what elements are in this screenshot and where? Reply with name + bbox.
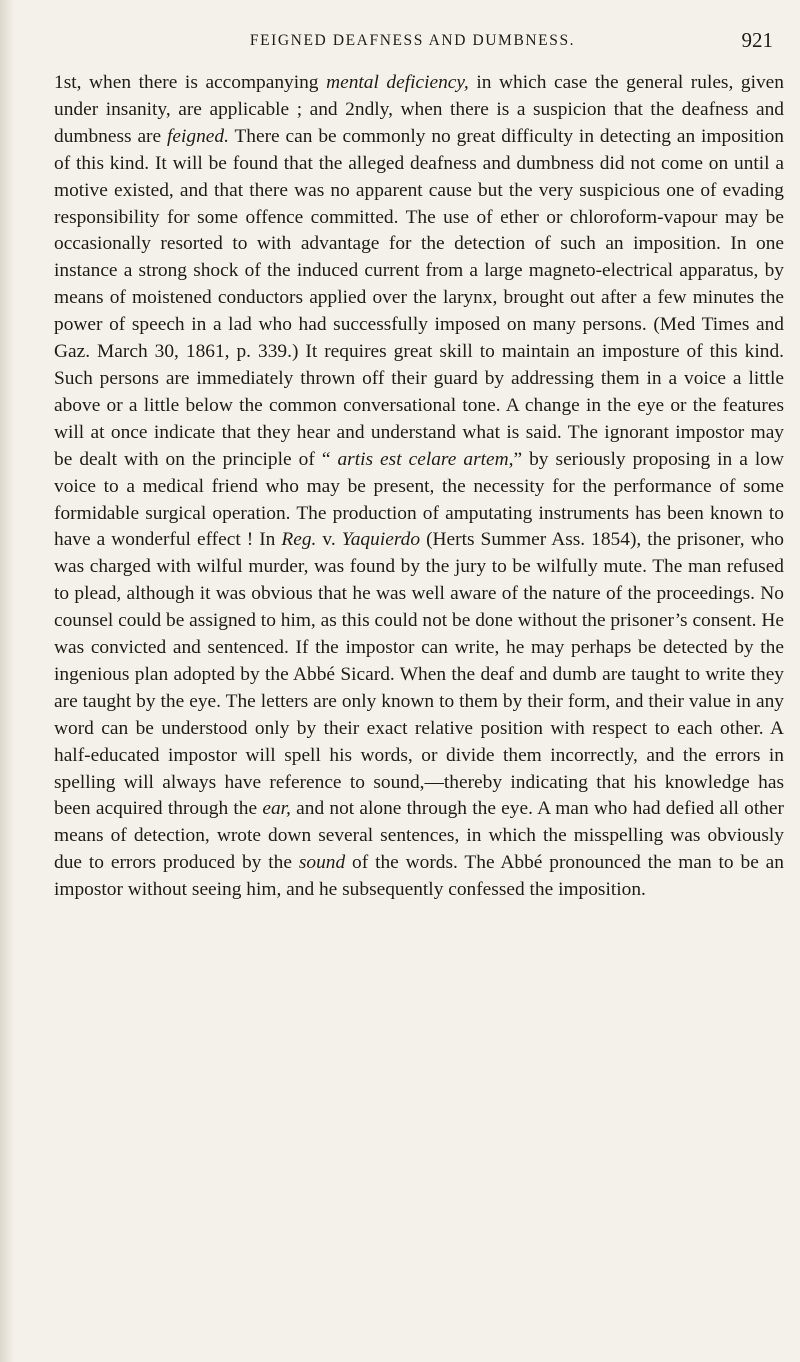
text-run: and not alone through the eye. A man who had defied all other means of detection, wrote down several sentences, in which the misspelling was obviously due to errors produced by the <box>54 798 784 874</box>
body-paragraph <box>54 70 784 904</box>
text-run: v. <box>316 529 342 551</box>
running-head: FEIGNED DEAFNESS AND DUMBNESS. <box>249 32 576 49</box>
text-run: There can be commonly no great difficulty in detecting an imposition of this kind. It will be found that the alleged deafness and dumbness did not come on until a motive existed, and that there was no apparent cause but the very suspicious one of evading responsibility for some offence committed. The use of ether or chloroform-vapour may be occasionally resorted to with advantage for the detection of such an imposition. In one instance a strong shock of the induced current from a large magneto-electrical apparatus, by means of moistened conductors applied over the larynx, brought out after a few minutes the power of speech in a lad who had successfully imposed on many persons. (Med Times and Gaz. March 30, 1861, p. 339.) It requires great skill to maintain an imposture of this kind. Such persons are immediately thrown off their guard by addressing them in a voice a little above or a little below the common conversational tone. A change in the eye or the features will at once indicate that they hear and understand what is said. The ignorant impostor may be dealt with on the principle of “ <box>54 125 784 470</box>
text-run: ” by seriously proposing in a low voice to a medical friend who may be present, the necessity for the performance of some formidable surgical operation. The production of amputating instruments has been known to have a wonderful effect ! In <box>54 448 784 551</box>
italic-text: mental deficiency, <box>326 72 469 93</box>
text-run: (Herts Summer Ass. 1854), the prisoner, who was charged with wilful murder, was found by the jury to be wilfully mute. The man refused to plead, although it was obvious that he was well aware of the nature of the proceedings. No counsel could be assigned to him, as this could not be done without the prisoner’s consent. He was convicted and sentenced. If the impostor can write, he may perhaps be detected by the ingenious plan adopted by the Abbé Sicard. When the deaf and dumb are taught to write they are taught by the eye. The letters are only known to them by their form, and their value in any word can be understood only by their exact relative position with respect to each other. A half-educated impostor will spell his words, or divide them incorrectly, and the errors in spelling will always have reference to sound,—thereby indicating that his knowledge has been acquired through the <box>54 529 784 820</box>
italic-text: Yaquierdo <box>341 529 421 551</box>
text-run: 1st, when there is accompanying <box>54 72 327 93</box>
page-header <box>40 26 785 56</box>
italic-text: sound <box>298 852 346 874</box>
page-number: 921 <box>741 28 773 52</box>
text-run: of the words. The Abbé pronounced the man to be an impostor without seeing him, and he subsequently confessed the imposition. <box>54 852 784 901</box>
italic-text: feigned. <box>167 125 229 147</box>
page-gutter-shadow <box>0 0 14 1362</box>
italic-text: Reg. <box>281 529 317 551</box>
text-run: in which case the general rules, given under insanity, are applicable ; and 2ndly, when there is a suspicion that the deafness and dumbness are <box>54 72 784 147</box>
italic-text: artis est celare artem, <box>337 448 514 470</box>
italic-text: ear, <box>262 798 291 820</box>
